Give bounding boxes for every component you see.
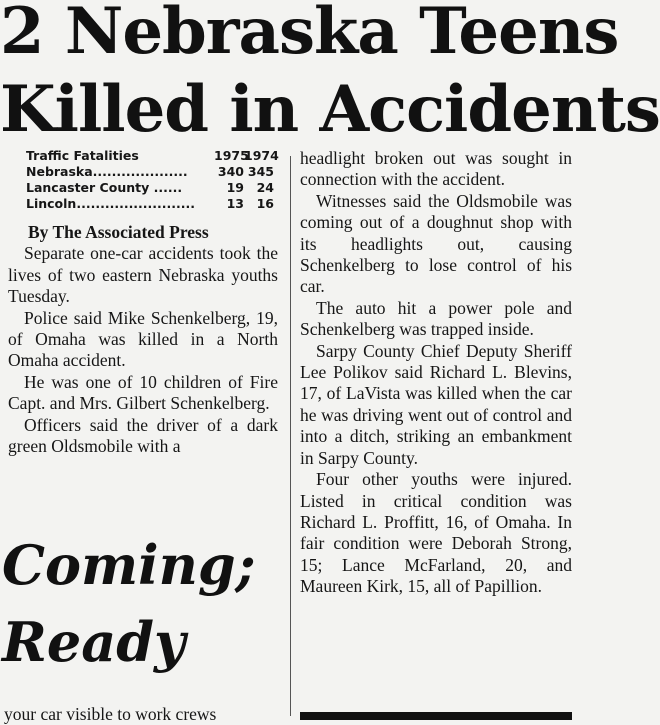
next-headline-bar xyxy=(300,712,572,720)
paragraph: headlight broken out was sought in connection with the accident. xyxy=(300,148,572,190)
row-label: Lancaster County ...... xyxy=(26,180,183,195)
table-header-year-1974: 1974 xyxy=(244,148,279,163)
row-value-1975: 340 xyxy=(217,164,244,179)
right-column xyxy=(300,148,572,598)
paragraph: Police said Mike Schenkelberg, 19, of Omaha was killed in a North Omaha accident. xyxy=(8,307,278,371)
row-label: Lincoln......................... xyxy=(26,196,196,211)
paragraph: Separate one-car accidents took the lives of two eastern Nebraska youths Tuesday. xyxy=(8,243,278,307)
column-divider xyxy=(290,156,291,716)
promo-headline-line-2: Ready xyxy=(2,610,186,674)
row-value-1974: 24 xyxy=(256,180,274,195)
byline: By The Associated Press xyxy=(28,222,209,242)
paragraph: He was one of 10 children of Fire Capt. and Mrs. Gilbert Schenkelberg. xyxy=(8,371,278,414)
fatalities-table-header xyxy=(26,148,279,164)
left-column xyxy=(8,148,278,457)
paragraph: Sarpy County Chief Deputy Sheriff Lee Polikov said Richard L. Blevins, 17, of LaVista was killed when the car he was driving went out of control and into a ditch, striking an embankment in Sarpy County. xyxy=(300,340,572,468)
paragraph: Officers said the driver of a dark green Oldsmobile with a xyxy=(8,414,278,457)
paragraph: The auto hit a power pole and Schenkelberg was trapped inside. xyxy=(300,297,572,340)
row-value-1975: 19 xyxy=(226,180,244,195)
headline-line-1: 2 Nebraska Teens xyxy=(0,0,619,69)
table-header-label: Traffic Fatalities xyxy=(26,148,139,163)
fatalities-table xyxy=(26,148,279,212)
table-row xyxy=(26,196,274,212)
teaser-text: your car visible to work crews xyxy=(4,704,217,724)
headline-line-2: Killed in Accidents xyxy=(0,72,660,147)
promo-headline-line-1: Coming; xyxy=(2,533,256,597)
table-row xyxy=(26,180,274,196)
row-label: Nebraska.................... xyxy=(26,164,188,179)
paragraph: Witnesses said the Oldsmobile was coming out of a doughnut shop with its headlights out, causing Schenkelberg to lose control of his car. xyxy=(300,190,572,297)
paragraph: Four other youths were injured. Listed in critical condition was Richard L. Proffitt, 16, of Omaha. In fair condition were Deborah Strong, 15; Lance McFarland, 20, and Maureen Kirk, 15, all of Papillion. xyxy=(300,469,572,597)
row-value-1975: 13 xyxy=(226,196,244,211)
table-row xyxy=(26,164,274,180)
table-header-year-1975: 1975 xyxy=(214,148,249,163)
row-value-1974: 345 xyxy=(247,164,274,179)
row-value-1974: 16 xyxy=(256,196,274,211)
